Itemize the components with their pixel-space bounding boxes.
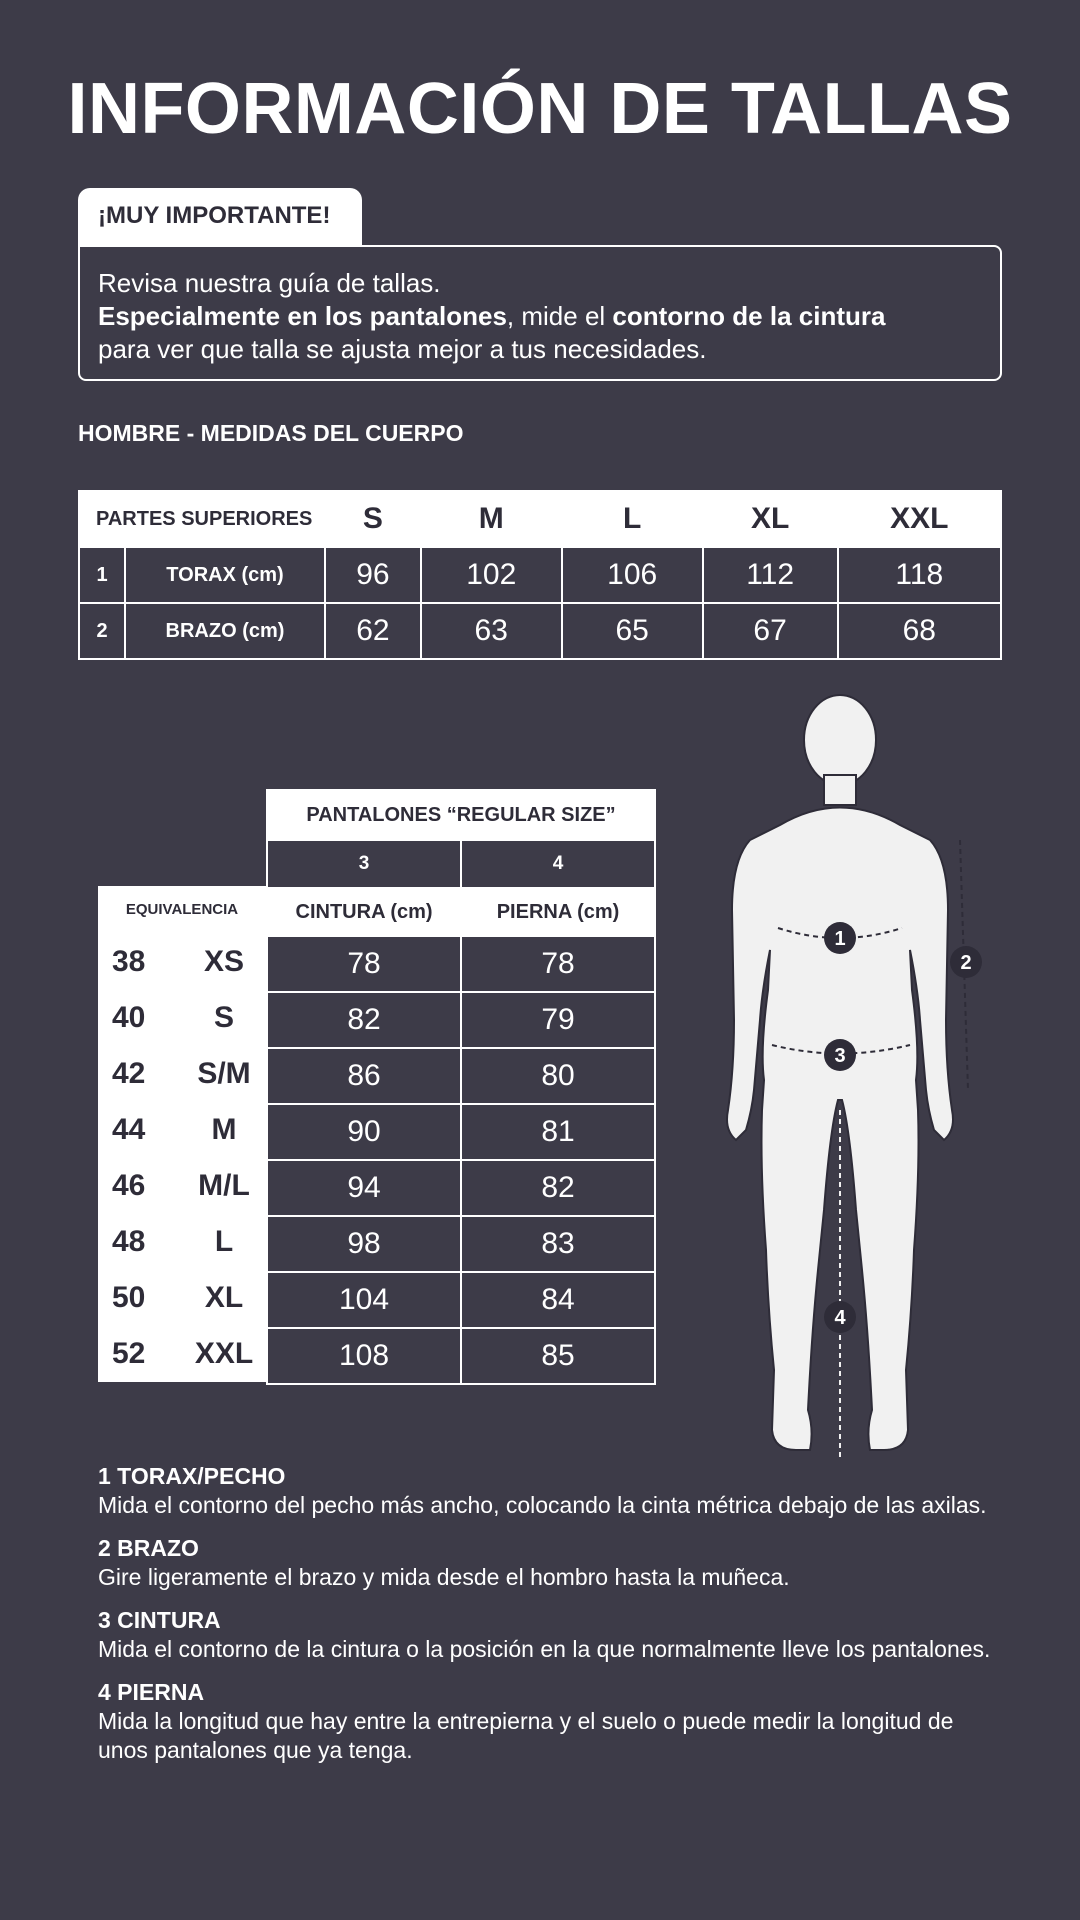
- note-leg: [98, 1678, 998, 1765]
- pants-table: [266, 789, 656, 1385]
- table-row: [267, 992, 655, 1048]
- leg-cell: 79: [461, 992, 655, 1048]
- note-chest: [98, 1462, 998, 1520]
- notice-line-2: [98, 300, 1000, 333]
- size-header: L: [562, 491, 703, 547]
- table-row: [267, 936, 655, 992]
- equivalence-row: [98, 1326, 266, 1382]
- leg-cell: 83: [461, 1216, 655, 1272]
- equivalence-column: [98, 886, 266, 1382]
- equivalence-row: [98, 1270, 266, 1326]
- notice-emphasis-pants: Especialmente en los pantalones: [98, 301, 507, 331]
- note-text: Mida la longitud que hay entre la entrepierna y el suelo o puede medir la longitud de unos pantalones que ya tenga.: [98, 1708, 954, 1763]
- table-row: [267, 1216, 655, 1272]
- page-title: INFORMACIÓN DE TALLAS: [67, 69, 1013, 149]
- leg-cell: 82: [461, 1160, 655, 1216]
- pants-title-row: [267, 790, 655, 840]
- table-row: [79, 603, 1001, 659]
- pants-marker-waist: 3: [267, 840, 461, 888]
- waist-cell: 108: [267, 1328, 461, 1384]
- equivalence-size: XXL: [194, 1337, 254, 1370]
- column-header-leg: PIERNA (cm): [461, 888, 655, 936]
- equivalence-row: [98, 934, 266, 990]
- table-row: [79, 547, 1001, 603]
- waist-cell: 94: [267, 1160, 461, 1216]
- column-header-waist: CINTURA (cm): [267, 888, 461, 936]
- row-index: 2: [79, 603, 125, 659]
- measurement-cell: 62: [325, 603, 421, 659]
- notice-line-3: para ver que talla se ajusta mejor a tus necesidades.: [98, 334, 707, 364]
- measurement-cell: 112: [703, 547, 838, 603]
- note-title: 4 PIERNA: [98, 1679, 205, 1705]
- leg-cell: 85: [461, 1328, 655, 1384]
- note-text: Mida el contorno del pecho más ancho, colocando la cinta métrica debajo de las axilas.: [98, 1492, 987, 1518]
- table-row: [267, 1328, 655, 1384]
- measurement-cell: 118: [838, 547, 1001, 603]
- upper-body-table: [78, 490, 1002, 660]
- note-title: 2 BRAZO: [98, 1535, 199, 1561]
- svg-text:4: 4: [834, 1307, 846, 1329]
- note-text: Mida el contorno de la cintura o la posición en la que normalmente lleve los pantalones.: [98, 1636, 991, 1662]
- waist-cell: 78: [267, 936, 461, 992]
- equivalence-size: S: [213, 1001, 234, 1034]
- notice-line-1: Revisa nuestra guía de tallas.: [98, 268, 441, 298]
- size-header: S: [325, 491, 421, 547]
- svg-text:3: 3: [834, 1045, 846, 1067]
- notice-emphasis-waist: contorno de la cintura: [612, 301, 886, 331]
- waist-cell: 90: [267, 1104, 461, 1160]
- measurement-cell: 68: [838, 603, 1001, 659]
- equivalence-number: 38: [112, 945, 146, 978]
- equivalence-label: EQUIVALENCIA: [125, 901, 239, 918]
- row-part: BRAZO (cm): [125, 603, 325, 659]
- upper-table-label: PARTES SUPERIORES: [79, 491, 325, 547]
- notice-tab: ¡MUY IMPORTANTE!: [78, 188, 362, 246]
- equivalence-number: 42: [112, 1057, 146, 1090]
- note-arm: [98, 1534, 998, 1592]
- note-title: 1 TORAX/PECHO: [98, 1463, 286, 1489]
- measurement-cell: 63: [421, 603, 562, 659]
- waist-cell: 82: [267, 992, 461, 1048]
- note-title: 3 CINTURA: [98, 1607, 221, 1633]
- equivalence-number: 50: [112, 1281, 146, 1314]
- equivalence-row: [98, 1046, 266, 1102]
- waist-cell: 86: [267, 1048, 461, 1104]
- measurement-cell: 67: [703, 603, 838, 659]
- equivalence-row: [98, 1214, 266, 1270]
- measurement-cell: 65: [562, 603, 703, 659]
- notice-box: [78, 245, 1002, 381]
- equivalence-row: [98, 990, 266, 1046]
- measurement-cell: 106: [562, 547, 703, 603]
- equivalence-number: 52: [112, 1337, 146, 1370]
- equivalence-number: 44: [112, 1113, 146, 1146]
- equivalence-number: 48: [112, 1225, 146, 1258]
- size-header: M: [421, 491, 562, 547]
- pants-sub-row: [267, 840, 655, 888]
- equivalence-number: 40: [112, 1001, 146, 1034]
- marker-3-icon: [824, 1039, 856, 1071]
- equivalence-size: M: [211, 1113, 237, 1146]
- table-row: [267, 1272, 655, 1328]
- note-waist: [98, 1606, 998, 1664]
- leg-cell: 84: [461, 1272, 655, 1328]
- equivalence-number: 46: [112, 1169, 146, 1202]
- row-part: TORAX (cm): [125, 547, 325, 603]
- pants-table-title: PANTALONES “REGULAR SIZE”: [267, 790, 655, 840]
- measurement-cell: 96: [325, 547, 421, 603]
- leg-cell: 80: [461, 1048, 655, 1104]
- marker-1-icon: [824, 922, 856, 954]
- waist-cell: 98: [267, 1216, 461, 1272]
- waist-cell: 104: [267, 1272, 461, 1328]
- marker-4-icon: [824, 1301, 856, 1333]
- equivalence-size: M/L: [198, 1169, 250, 1202]
- svg-text:1: 1: [834, 928, 846, 950]
- equivalence-row: [98, 1158, 266, 1214]
- notice-connector: , mide el: [506, 301, 613, 331]
- size-header: XXL: [838, 491, 1001, 547]
- note-text: Gire ligeramente el brazo y mida desde el hombro hasta la muñeca.: [98, 1564, 790, 1590]
- table-row: [267, 1048, 655, 1104]
- body-measurement-figure: [720, 690, 990, 1470]
- size-header: XL: [703, 491, 838, 547]
- row-index: 1: [79, 547, 125, 603]
- measurement-cell: 102: [421, 547, 562, 603]
- svg-text:2: 2: [960, 952, 972, 974]
- measurement-notes: [98, 1462, 998, 1779]
- table-row: [267, 1104, 655, 1160]
- section-heading: HOMBRE - MEDIDAS DEL CUERPO: [78, 420, 464, 446]
- pants-column-header-row: [267, 888, 655, 936]
- upper-table-header-row: [79, 491, 1001, 547]
- marker-2-icon: [950, 946, 982, 978]
- equivalence-size: S/M: [197, 1057, 251, 1090]
- leg-cell: 78: [461, 936, 655, 992]
- equivalence-size: XL: [204, 1281, 244, 1314]
- equivalence-row: [98, 1102, 266, 1158]
- pants-marker-leg: 4: [461, 840, 655, 888]
- equivalence-size: XS: [203, 945, 245, 978]
- leg-cell: 81: [461, 1104, 655, 1160]
- equivalence-size: L: [214, 1225, 234, 1258]
- table-row: [267, 1160, 655, 1216]
